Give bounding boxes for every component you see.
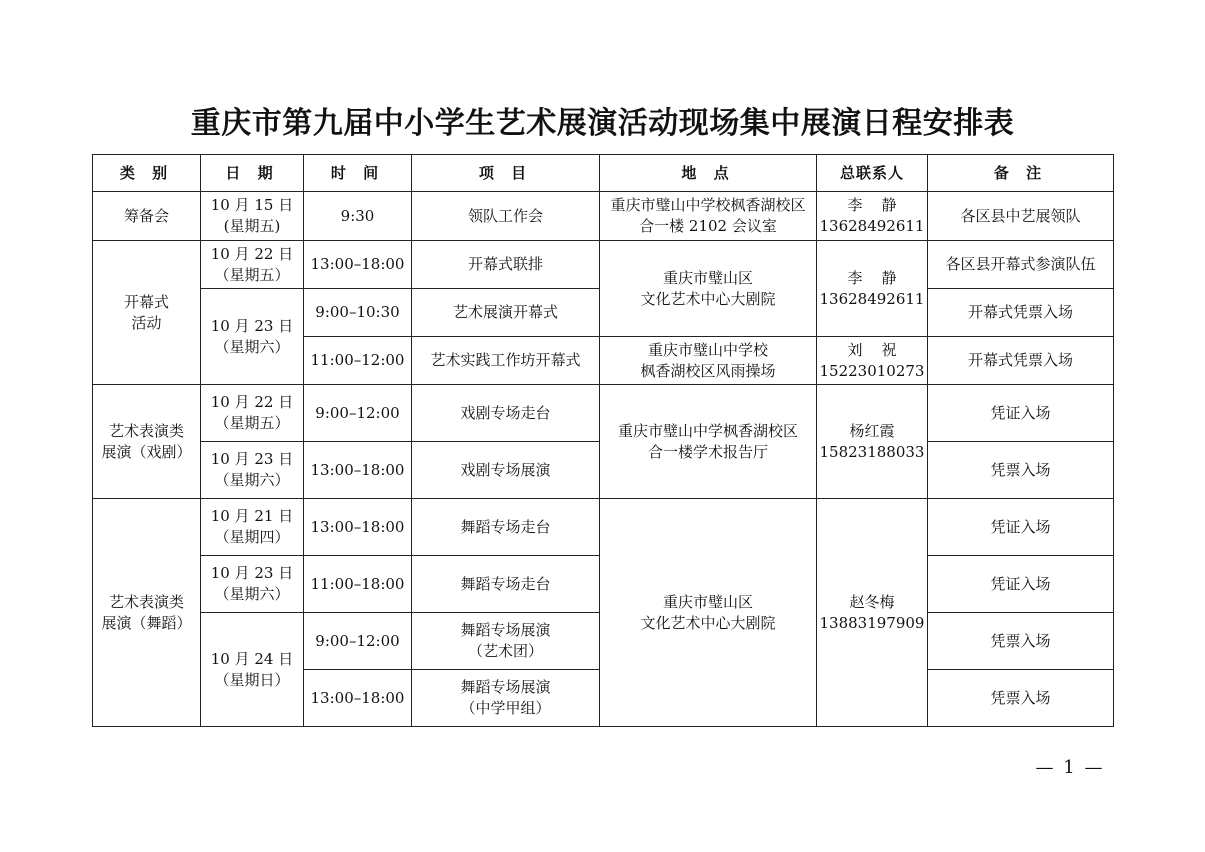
- weekday-text: （星期五）: [214, 414, 290, 432]
- date-text: 10 月 23 日: [210, 316, 294, 335]
- header-notes: 备 注: [928, 155, 1114, 192]
- header-item: 项 目: [412, 155, 600, 192]
- date-text: 10 月 22 日: [210, 393, 294, 411]
- header-date: 日 期: [201, 155, 304, 192]
- item-cell: 艺术展演开幕式: [412, 289, 600, 337]
- weekday-text: （星期六）: [214, 471, 290, 489]
- location-line: 重庆市璧山区: [662, 592, 753, 611]
- schedule-table: [92, 154, 1114, 727]
- contact-name: 刘 祝: [847, 340, 897, 359]
- contact-phone: 13628492611: [819, 217, 925, 235]
- notes-cell: 凭证入场: [928, 556, 1114, 613]
- contact-cell: [817, 192, 928, 241]
- weekday-text: (星期五): [223, 217, 281, 235]
- date-text: 10 月 21 日: [210, 507, 294, 525]
- category-cell: [93, 192, 201, 241]
- date-cell: [201, 241, 304, 289]
- location-line: 文化艺术中心大剧院: [640, 289, 776, 308]
- category-text: 艺术表演类: [108, 592, 184, 611]
- location-cell: [600, 337, 817, 385]
- time-cell: 13:00–18:00: [304, 499, 412, 556]
- time-cell: 11:00–18:00: [304, 556, 412, 613]
- weekday-text: （星期六）: [214, 585, 290, 603]
- weekday-text: （星期六）: [214, 337, 290, 356]
- contact-cell: [817, 499, 928, 727]
- notes-cell: 凭证入场: [928, 385, 1114, 442]
- item-subtext: （艺术团）: [467, 642, 543, 660]
- time-cell: 13:00–18:00: [304, 241, 412, 289]
- header-time: 时 间: [304, 155, 412, 192]
- date-text: 10 月 23 日: [210, 450, 294, 468]
- item-cell: [412, 670, 600, 727]
- date-cell: [201, 289, 304, 385]
- notes-cell: 开幕式凭票入场: [928, 337, 1114, 385]
- contact-phone: 15823188033: [819, 442, 925, 461]
- date-text: 10 月 24 日: [210, 649, 294, 668]
- header-contact: 总联系人: [817, 155, 928, 192]
- category-cell: [93, 241, 201, 385]
- table-row: [93, 192, 1114, 241]
- item-cell: [412, 613, 600, 670]
- notes-cell: 开幕式凭票入场: [928, 289, 1114, 337]
- category-cell: [93, 385, 201, 499]
- notes-cell: 各区县中艺展领队: [928, 192, 1114, 241]
- header-category: 类 别: [93, 155, 201, 192]
- time-cell: 9:00–12:00: [304, 613, 412, 670]
- notes-cell: 凭票入场: [928, 442, 1114, 499]
- table-row: [93, 385, 1114, 442]
- category-text: 开幕式: [123, 292, 169, 311]
- table-row: [93, 499, 1114, 556]
- item-cell: 艺术实践工作坊开幕式: [412, 337, 600, 385]
- item-text: 舞蹈专场展演: [460, 678, 551, 696]
- location-line: 重庆市璧山中学校枫香湖校区: [610, 196, 806, 214]
- contact-phone: 15223010273: [819, 361, 925, 380]
- date-cell: [201, 613, 304, 727]
- time-cell: 13:00–18:00: [304, 670, 412, 727]
- location-line: 枫香湖校区风雨操场: [640, 361, 776, 380]
- date-text: 10 月 15 日: [210, 196, 294, 214]
- item-cell: 领队工作会: [412, 192, 600, 241]
- time-cell: 11:00–12:00: [304, 337, 412, 385]
- date-cell: [201, 442, 304, 499]
- date-cell: [201, 499, 304, 556]
- location-cell: [600, 385, 817, 499]
- location-line: 重庆市璧山中学枫香湖校区: [617, 421, 798, 440]
- notes-cell: 凭票入场: [928, 670, 1114, 727]
- contact-cell: [817, 241, 928, 337]
- location-line: 合一楼学术报告厅: [647, 442, 768, 461]
- location-cell: [600, 192, 817, 241]
- item-cell: 戏剧专场展演: [412, 442, 600, 499]
- date-cell: [201, 556, 304, 613]
- notes-cell: 凭证入场: [928, 499, 1114, 556]
- category-text: 筹备会: [123, 206, 169, 225]
- document-title: 重庆市第九届中小学生艺术展演活动现场集中展演日程安排表: [190, 106, 1015, 141]
- contact-cell: [817, 385, 928, 499]
- location-cell: [600, 241, 817, 337]
- date-cell: [201, 192, 304, 241]
- location-line: 重庆市璧山区: [662, 268, 753, 287]
- contact-name: 杨红霞: [849, 421, 895, 440]
- header-location: 地 点: [600, 155, 817, 192]
- item-cell: 戏剧专场走台: [412, 385, 600, 442]
- contact-name: 赵冬梅: [849, 592, 895, 611]
- notes-cell: 凭票入场: [928, 613, 1114, 670]
- time-cell: 9:00–12:00: [304, 385, 412, 442]
- time-cell: 9:30: [304, 192, 412, 241]
- category-text: 展演（舞蹈）: [101, 613, 192, 632]
- location-line: 重庆市璧山中学校: [647, 340, 768, 359]
- contact-name: 李 静: [847, 196, 897, 214]
- contact-phone: 13628492611: [819, 289, 925, 308]
- category-text: 活动: [131, 313, 162, 332]
- location-line: 文化艺术中心大剧院: [640, 613, 776, 632]
- item-cell: 开幕式联排: [412, 241, 600, 289]
- item-subtext: （中学甲组）: [460, 699, 551, 717]
- notes-cell: 各区县开幕式参演队伍: [928, 241, 1114, 289]
- contact-phone: 13883197909: [819, 613, 925, 632]
- page-number: — 1 —: [1035, 757, 1105, 778]
- date-cell: [201, 385, 304, 442]
- contact-cell: [817, 337, 928, 385]
- weekday-text: （星期五）: [214, 265, 290, 284]
- item-cell: 舞蹈专场走台: [412, 556, 600, 613]
- category-text: 展演（戏剧）: [101, 442, 192, 461]
- location-cell: [600, 499, 817, 727]
- category-text: 艺术表演类: [108, 421, 184, 440]
- weekday-text: （星期四）: [214, 528, 290, 546]
- item-cell: 舞蹈专场走台: [412, 499, 600, 556]
- table-header-row: [93, 155, 1114, 192]
- date-text: 10 月 22 日: [210, 244, 294, 263]
- time-cell: 13:00–18:00: [304, 442, 412, 499]
- time-cell: 9:00–10:30: [304, 289, 412, 337]
- location-line: 合一楼 2102 会议室: [639, 217, 777, 235]
- contact-name: 李 静: [847, 268, 897, 287]
- date-text: 10 月 23 日: [210, 564, 294, 582]
- table-row: [93, 241, 1114, 289]
- item-text: 舞蹈专场展演: [460, 621, 551, 639]
- category-cell: [93, 499, 201, 727]
- weekday-text: （星期日）: [214, 670, 290, 689]
